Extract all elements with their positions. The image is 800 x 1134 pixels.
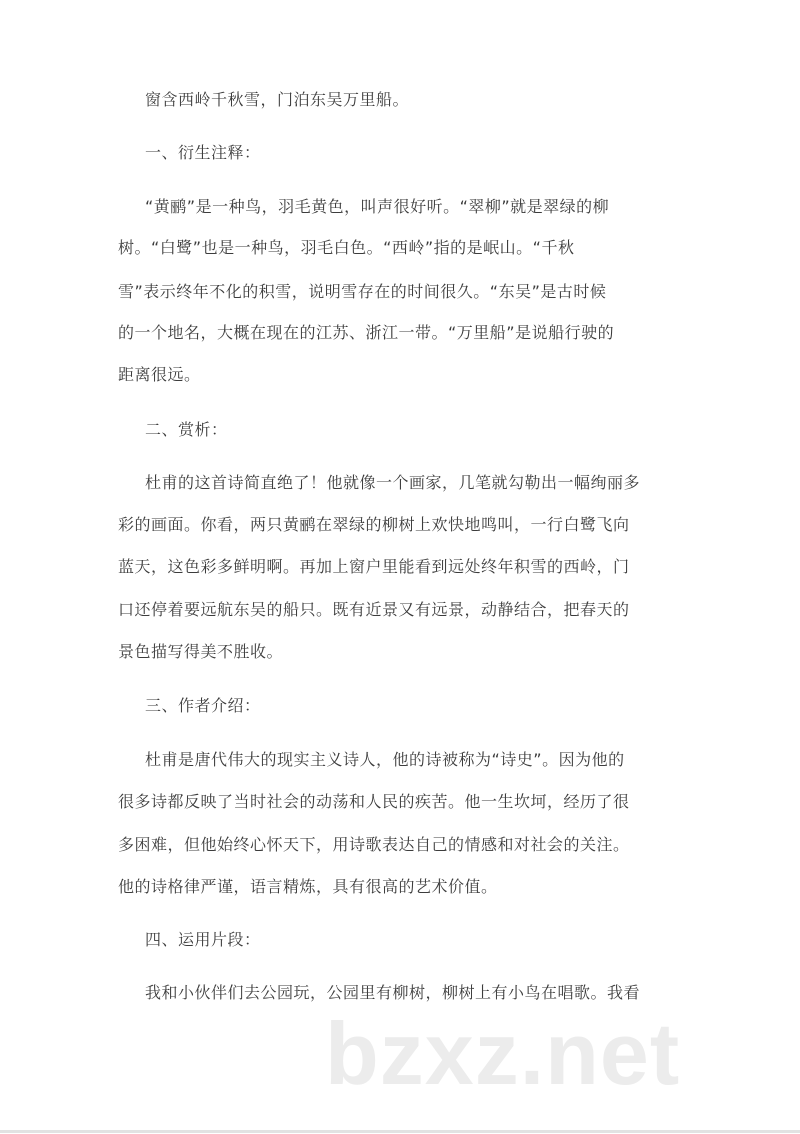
- paragraph-line: 多困难，但他始终心怀天下，用诗歌表达自己的情感和对社会的关注。: [118, 835, 630, 854]
- paragraph-line: 景色描写得美不胜收。: [118, 642, 284, 661]
- paragraph-line: 彩的画面。你看，两只黄鹂在翠绿的柳树上欢快地鸣叫，一行白鹭飞向: [118, 515, 630, 534]
- paragraph-line: 的一个地名，大概在现在的江苏、浙江一带。“万里船”是说船行驶的: [118, 323, 615, 342]
- paragraph-line: 他的诗格律严谨，语言精炼，具有很高的艺术价值。: [118, 877, 498, 896]
- paragraph-line: 杜甫是唐代伟大的现实主义诗人，他的诗被称为“诗史”。因为他的: [145, 750, 625, 769]
- section-heading: 三、作者介绍：: [145, 696, 261, 715]
- paragraph-line: 我和小伙伴们去公园玩，公园里有柳树，柳树上有小鸟在唱歌。我看: [145, 983, 641, 1002]
- section-heading: 二、赏析：: [145, 420, 228, 439]
- paragraph-line: 蓝天，这色彩多鲜明啊。再加上窗户里能看到远处终年积雪的西岭，门: [118, 557, 630, 576]
- poem-line: 窗含西岭千秋雪，门泊东吴万里船。: [145, 90, 410, 109]
- paragraph-line: 树。“白鹭”也是一种鸟，羽毛白色。“西岭”指的是岷山。“千秋: [118, 238, 575, 257]
- paragraph-line: 口还停着要远航东吴的船只。既有近景又有远景，动静结合，把春天的: [118, 600, 630, 619]
- section-heading: 一、衍生注释：: [145, 143, 261, 162]
- paragraph-line: 很多诗都反映了当时社会的动荡和人民的疾苦。他一生坎坷，经历了很: [118, 792, 630, 811]
- paragraph-line: “黄鹂”是一种鸟，羽毛黄色，叫声很好听。“翠柳”就是翠绿的柳: [145, 197, 610, 216]
- section-heading: 四、运用片段：: [145, 930, 261, 949]
- paragraph-line: 雪”表示终年不化的积雪，说明雪存在的时间很久。“东吴”是古时候: [118, 282, 607, 301]
- paragraph-line: 距离很远。: [118, 365, 201, 384]
- watermark: bzxz.net: [325, 1004, 681, 1103]
- paragraph-line: 杜甫的这首诗简直绝了！他就像一个画家，几笔就勾勒出一幅绚丽多: [145, 473, 641, 492]
